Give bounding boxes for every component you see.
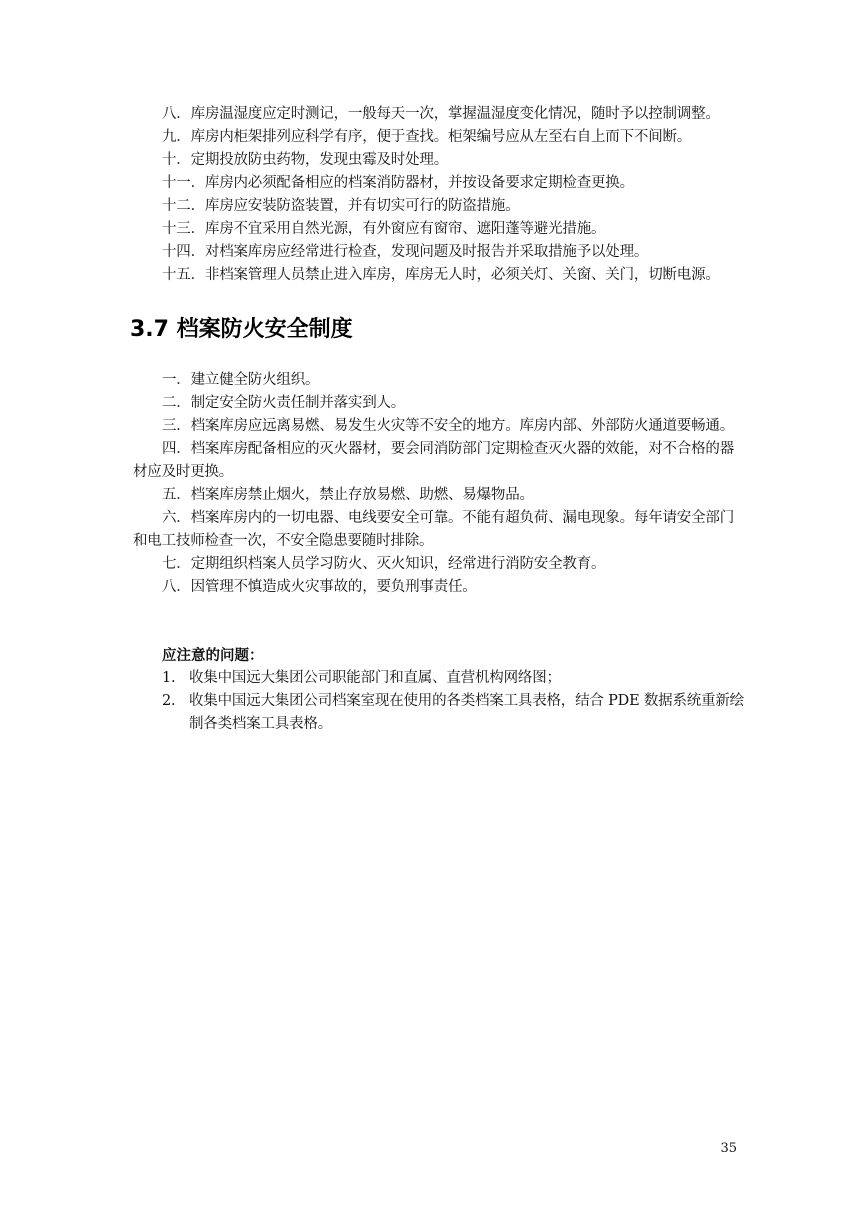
storage-rule-item: 十．定期投放防虫药物，发现虫霉及时处理。 xyxy=(162,152,448,168)
storage-rule-item: 十三．库房不宜采用自然光源，有外窗应有窗帘、遮阳蓬等避光措施。 xyxy=(162,221,606,237)
fire-rule-item: 二．制定安全防火责任制并落实到人。 xyxy=(162,395,406,411)
fire-rule-item: 四．档案库房配备相应的灭火器材，要会同消防部门定期检查灭火器的效能，对不合格的器材应及时更换。 xyxy=(133,441,734,480)
fire-rule-item: 一．建立健全防火组织。 xyxy=(162,372,320,388)
note-number: 1. xyxy=(162,670,176,686)
storage-rule-item: 九．库房内柜架排列应科学有序，便于查找。柜架编号应从左至右自上而下不间断。 xyxy=(162,129,692,145)
fire-rule-item: 七．定期组织档案人员学习防火、灭火知识，经常进行消防安全教育。 xyxy=(162,556,606,572)
notes-title: 应注意的问题： xyxy=(162,647,264,664)
page-number: 35 xyxy=(720,1141,737,1156)
fire-rules-list xyxy=(133,369,743,599)
fire-rule-item: 五．档案库房禁止烟火，禁止存放易燃、助燃、易爆物品。 xyxy=(162,487,534,503)
note-item xyxy=(162,690,747,736)
note-number: 2. xyxy=(162,693,176,709)
fire-rule-item: 八．因管理不慎造成火灾事故的，要负刑事责任。 xyxy=(162,579,477,595)
section-heading: 3.7 档案防火安全制度 xyxy=(130,317,353,342)
fire-rule-item: 六．档案库房内的一切电器、电线要安全可靠。不能有超负荷、漏电现象。每年请安全部门和电工技师检查一次，不安全隐患要随时排除。 xyxy=(133,510,734,549)
storage-rule-item: 十五．非档案管理人员禁止进入库房，库房无人时，必须关灯、关窗、关门，切断电源。 xyxy=(162,267,720,283)
note-item xyxy=(162,667,747,690)
storage-rules-list xyxy=(133,103,743,287)
storage-rule-item: 八．库房温湿度应定时测记，一般每天一次，掌握温湿度变化情况，随时予以控制调整。 xyxy=(162,106,720,122)
notes-list xyxy=(162,667,747,736)
fire-rule-item: 三．档案库房应远离易燃、易发生火灾等不安全的地方。库房内部、外部防火通道要畅通。 xyxy=(162,418,734,434)
storage-rule-item: 十一．库房内必须配备相应的档案消防器材，并按设备要求定期检查更换。 xyxy=(162,175,634,191)
note-text: 收集中国远大集团公司档案室现在使用的各类档案工具表格，结合 PDE 数据系统重新绘制各类档案工具表格。 xyxy=(189,693,744,732)
storage-rule-item: 十二．库房应安装防盗装置，并有切实可行的防盗措施。 xyxy=(162,198,520,214)
storage-rule-item: 十四．对档案库房应经常进行检查，发现问题及时报告并采取措施予以处理。 xyxy=(162,244,649,260)
note-text: 收集中国远大集团公司职能部门和直属、直营机构网络图； xyxy=(189,670,561,686)
